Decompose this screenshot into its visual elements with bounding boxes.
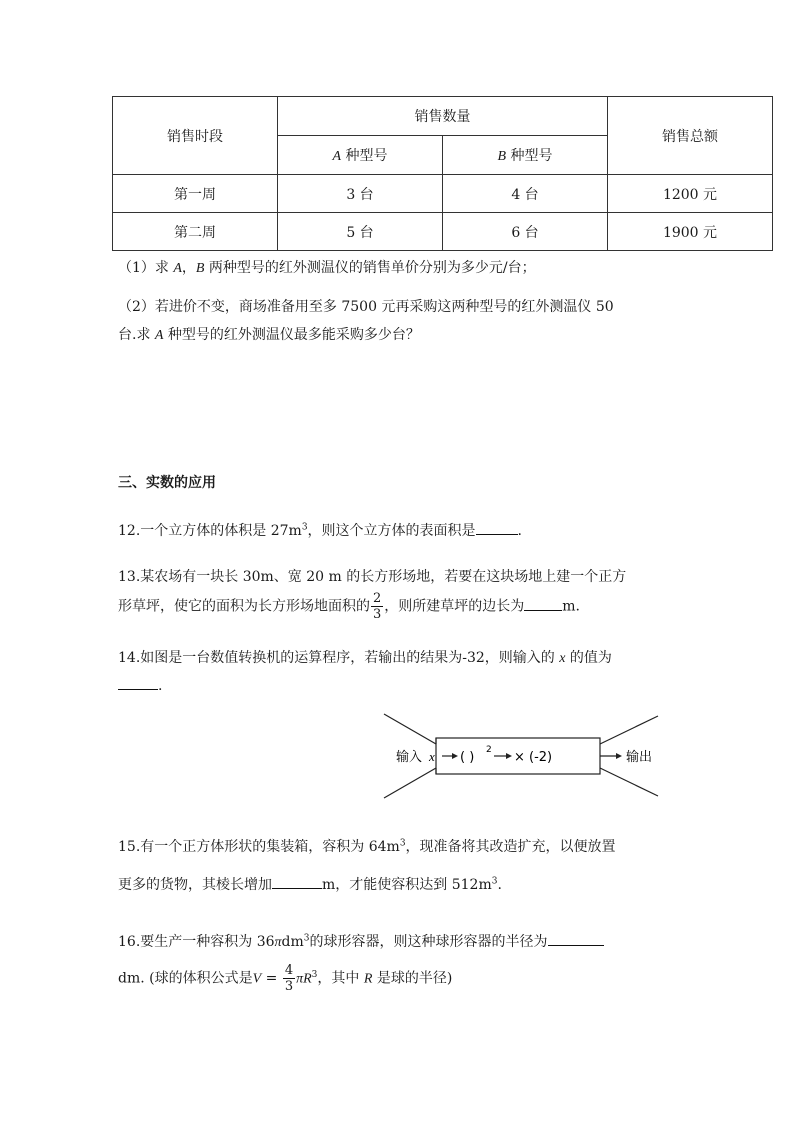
table-row	[113, 175, 773, 213]
question-2-line-2: 台.求 A 种型号的红外测温仪最多能采购多少台？	[118, 327, 420, 343]
funnel-line	[384, 768, 436, 798]
funnel-line	[600, 768, 658, 796]
problem-16-line-1: 16.要生产一种容积为 36πdm$^3$的球形容器，则这种球形容器的半径为	[118, 931, 604, 951]
input-variable: x	[429, 749, 435, 764]
conversion-machine-diagram	[382, 712, 662, 802]
problem-12: 12.一个立方体的体积是 $27m^3$，则这个立方体的表面积是 .	[118, 520, 522, 540]
funnel-line	[600, 716, 658, 744]
header-quantity: 销售数量	[278, 97, 608, 136]
problem-16-line-2: dm. (球的体积公式是V = $\frac{4}{3}$ $\pi R^3$，其中 R 是球的半径)	[118, 963, 453, 994]
row-period: 第一周	[113, 175, 278, 213]
square-exponent: 2	[486, 745, 492, 755]
sales-table	[112, 96, 773, 251]
problem-15-line-2: 更多的货物，其棱长增加 m，才能使容积达到 $512m^3$.	[118, 874, 502, 894]
answer-blank	[476, 520, 518, 535]
answer-blank	[524, 596, 562, 611]
output-label: 输出	[626, 750, 653, 765]
question-1: （1）求 A，B 两种型号的红外测温仪的销售单价分别为多少元/台；	[118, 260, 536, 276]
question-2-line-1: （2）若进价不变，商场准备用至多 7500 元再采购这两种型号的红外测温仪 50	[118, 299, 614, 315]
header-period: 销售时段	[113, 97, 278, 175]
row-total: 1900 元	[608, 213, 773, 251]
row-period: 第二周	[113, 213, 278, 251]
paren-slot: ( )	[460, 750, 475, 765]
row-a-qty: 5 台	[278, 213, 443, 251]
header-type-b: B 种型号	[443, 136, 608, 175]
row-a-qty: 3 台	[278, 175, 443, 213]
multiply-step: × (-2)	[514, 750, 553, 765]
problem-14: 14.如图是一台数值转换机的运算程序，若输出的结果为-32，则输入的 x 的值为	[118, 650, 612, 666]
input-label: 输入	[396, 750, 423, 765]
table-row	[113, 213, 773, 251]
section-heading: 三、实数的应用	[118, 475, 216, 491]
problem-14-line-2: .	[118, 675, 162, 694]
header-total: 销售总额	[608, 97, 773, 175]
problem-15-line-1: 15.有一个正方体形状的集装箱，容积为 $64m^3$，现准备将其改造扩充，以便放置	[118, 838, 616, 855]
problem-13-line-2: 形草坪，使它的面积为长方形场地面积的 $\frac{2}{3}$ ，则所建草坪的边长为 m.	[118, 591, 581, 622]
row-total: 1200 元	[608, 175, 773, 213]
answer-blank	[548, 931, 604, 946]
fraction: $\frac{2}{3}$	[373, 591, 382, 622]
row-b-qty: 4 台	[443, 175, 608, 213]
answer-blank	[118, 675, 158, 690]
row-b-qty: 6 台	[443, 213, 608, 251]
fraction: $\frac{4}{3}$	[284, 963, 294, 994]
funnel-line	[384, 714, 436, 744]
problem-13-line-1: 13.某农场有一块长 30m、宽 20 m 的长方形场地，若要在这块场地上建一个正方	[118, 569, 627, 585]
header-type-a: A 种型号	[278, 136, 443, 175]
answer-blank	[272, 874, 322, 889]
